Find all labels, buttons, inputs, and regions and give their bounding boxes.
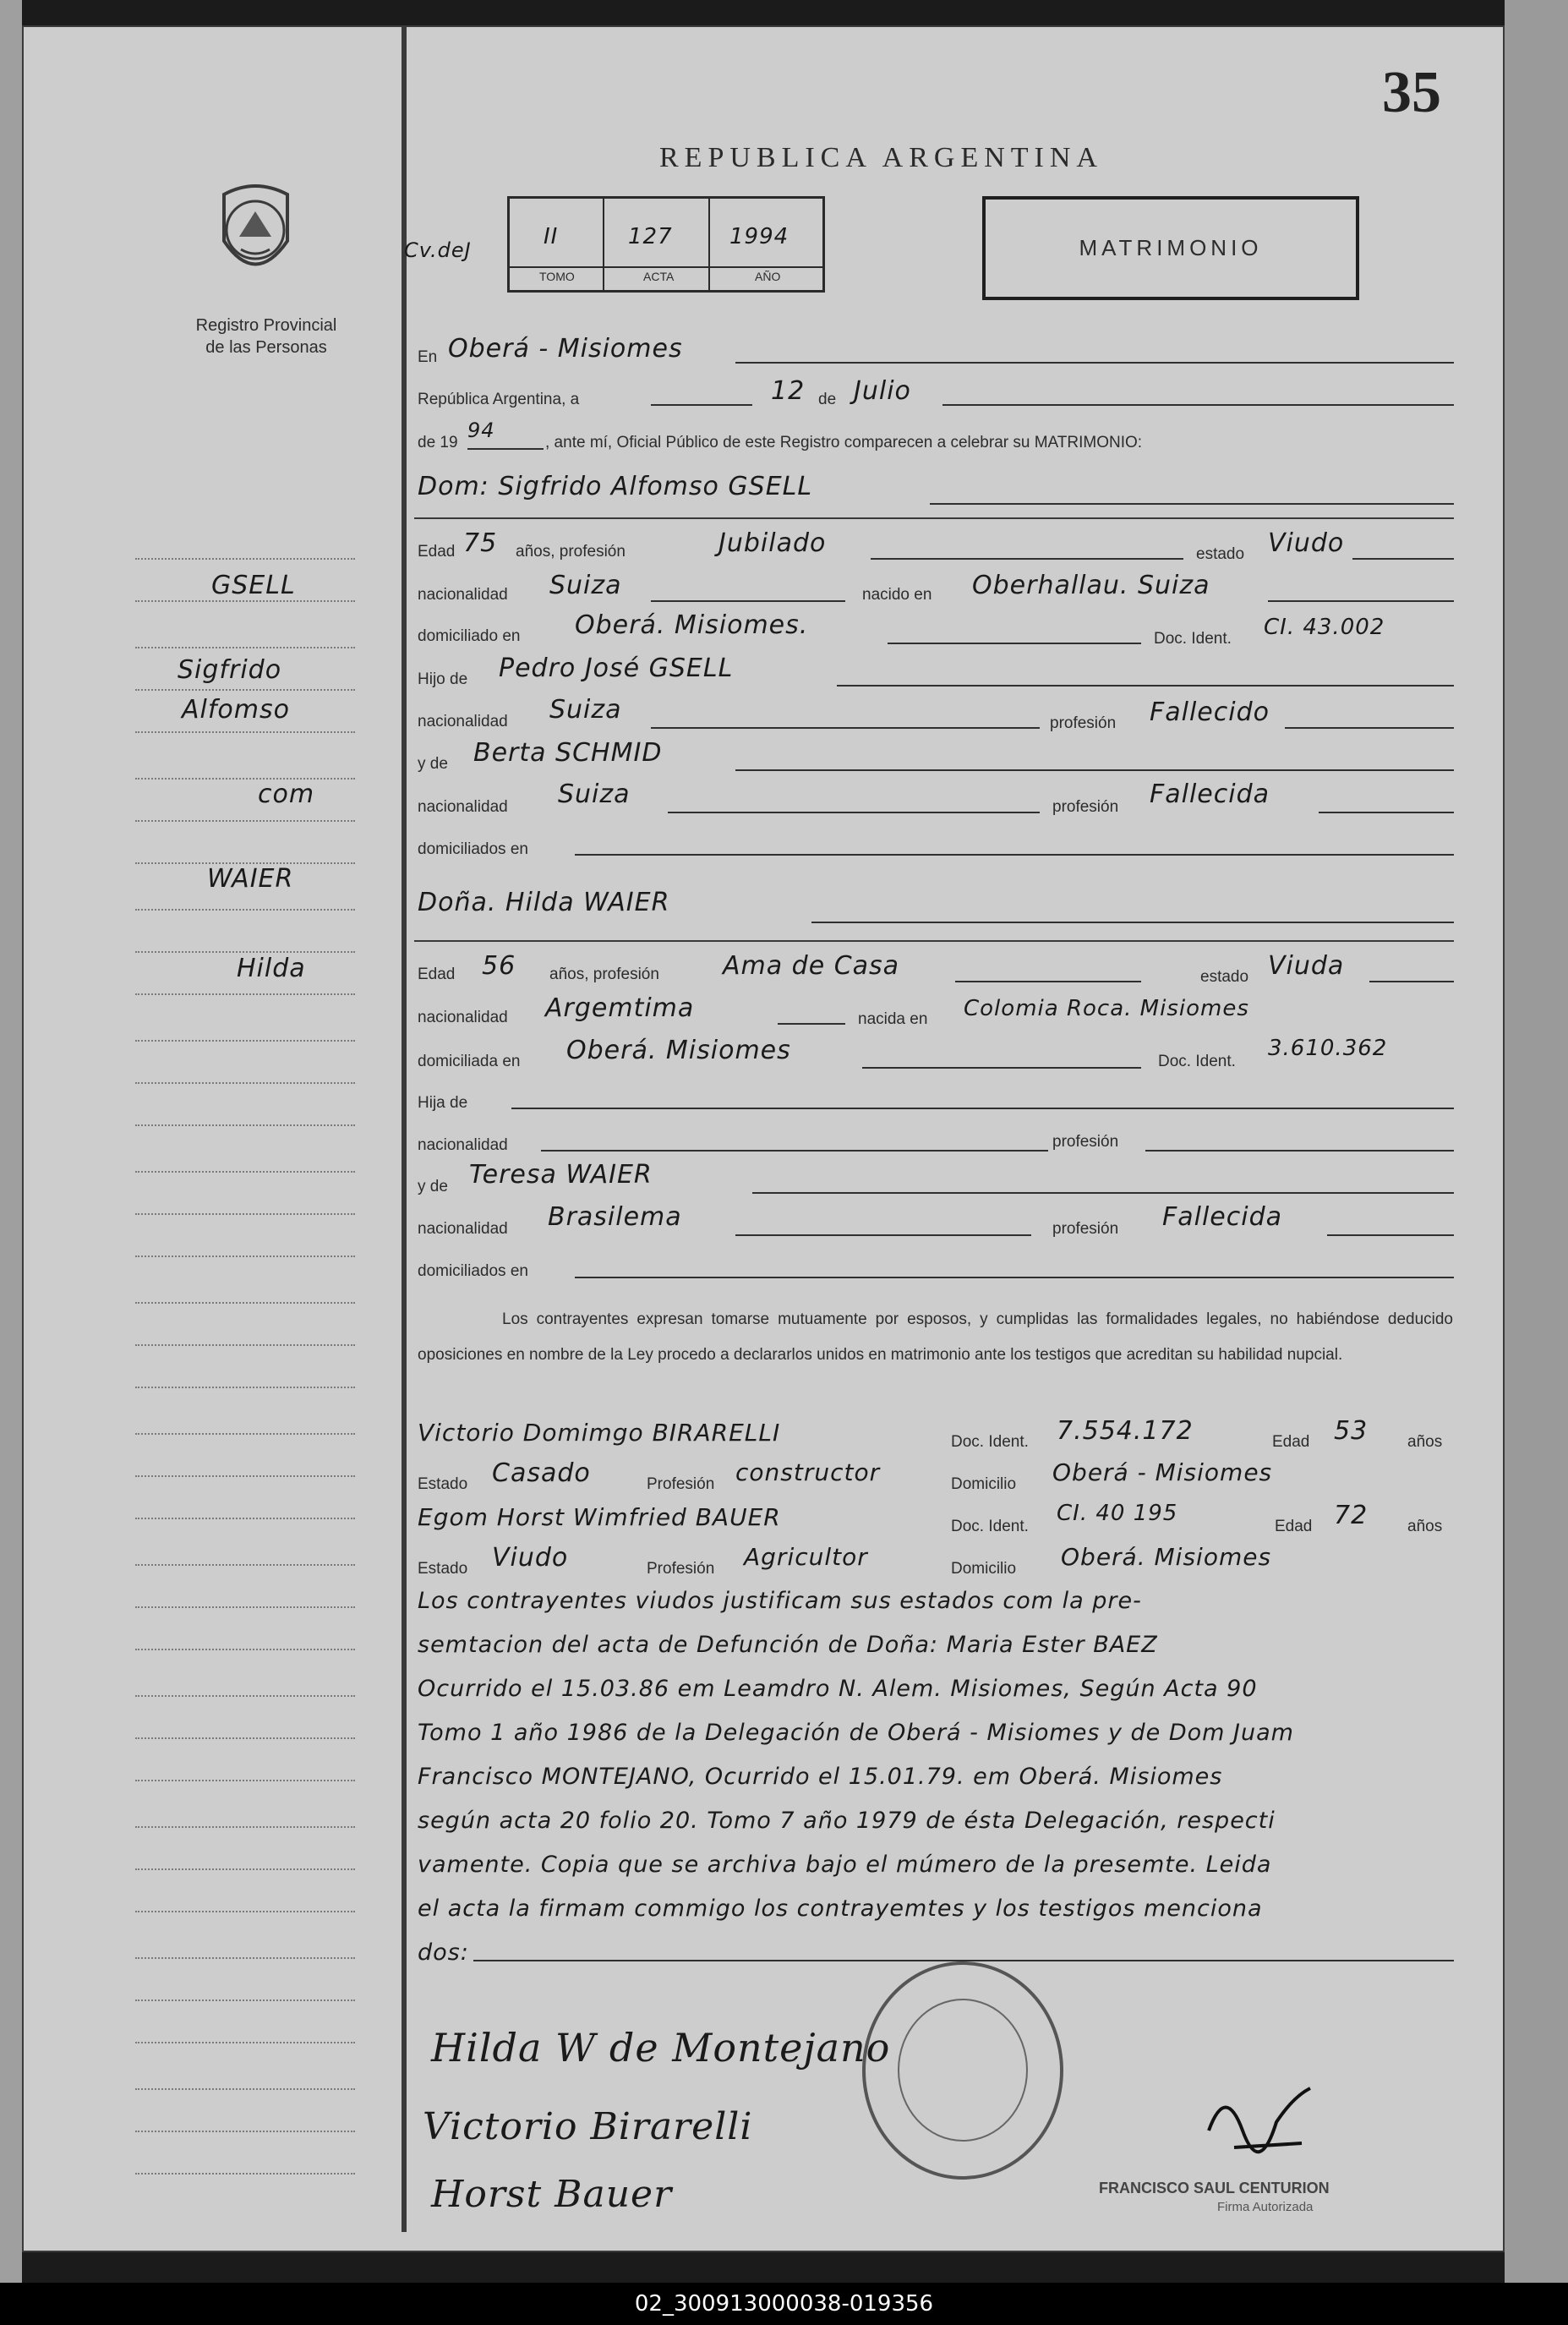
signature-witness1: Victorio Birarelli — [423, 2105, 753, 2148]
note-line-1: Los contrayentes viudos justificam sus estados com la pre- — [418, 1588, 1142, 1614]
label-prof-w1: Profesión — [647, 1475, 715, 1493]
groom-padre-nac: Suiza — [549, 695, 622, 725]
dia-value: 12 — [771, 376, 806, 406]
page-edge-right — [1505, 0, 1568, 2283]
label-de19: de 19 — [418, 434, 458, 451]
acta-number-value: 127 — [628, 224, 673, 249]
label-hijo-de: Hijo de — [418, 670, 468, 688]
label-anios-prof-bride: años, profesión — [549, 966, 659, 983]
label-nac-madre-groom: nacionalidad — [418, 798, 508, 816]
label-nac-madre-bride: nacionalidad — [418, 1220, 508, 1238]
label-estado-w2: Estado — [418, 1560, 468, 1578]
label-prof-padre: profesión — [1050, 714, 1117, 732]
label-en: En — [418, 348, 438, 366]
note-line-7: vamente. Copia que se archiva bajo el múmero de la presemte. Leida — [418, 1852, 1272, 1878]
provincial-emblem-icon — [207, 178, 304, 287]
acta-label: ACTA — [643, 270, 675, 283]
doc-type-box — [982, 196, 1359, 300]
witness1-estado: Casado — [492, 1458, 591, 1488]
note-line-6: según acta 20 folio 20. Tomo 7 año 1979 de ésta Delegación, respecti — [418, 1808, 1276, 1834]
witness1-name: Victorio Domimgo BIRARELLI — [418, 1419, 781, 1447]
label-nac-bride: nacionalidad — [418, 1009, 508, 1026]
label-prof-w2: Profesión — [647, 1560, 715, 1578]
mes-value: Julio — [854, 376, 911, 406]
witness1-profesion: constructor — [735, 1458, 881, 1486]
official-role: Firma Autorizada — [1217, 2200, 1314, 2214]
note-line-9: dos: — [418, 1939, 469, 1966]
label-dom-w1: Domicilio — [951, 1475, 1017, 1493]
witness2-domicilio: Oberá. Misiomes — [1061, 1543, 1272, 1571]
label-prof-padre-bride: profesión — [1052, 1133, 1119, 1151]
label-hija-de: Hija de — [418, 1094, 468, 1112]
groom-edad: 75 — [463, 528, 498, 558]
label-estado-groom: estado — [1196, 545, 1245, 563]
tomo-label: TOMO — [539, 270, 575, 283]
label-doc-w2: Doc. Ident. — [951, 1518, 1029, 1535]
label-domiciliados-groom: domiciliados en — [418, 840, 528, 858]
witness2-name: Egom Horst Wimfried BAUER — [418, 1503, 781, 1531]
acta-tomo-value: II — [544, 224, 559, 249]
label-prof-madre-groom: profesión — [1052, 798, 1119, 816]
groom-madre-prof: Fallecida — [1150, 780, 1270, 809]
label-domiciliado-groom: domiciliado en — [418, 627, 521, 645]
note-line-4: Tomo 1 año 1986 de la Delegación de Oberá - Misiomes y de Dom Juam — [418, 1720, 1294, 1746]
witness2-profesion: Agricultor — [744, 1543, 868, 1571]
label-anios-prof-groom: años, profesión — [516, 543, 626, 561]
label-nac-padre-bride: nacionalidad — [418, 1136, 508, 1154]
label-anios-w2: años — [1407, 1518, 1443, 1535]
official-signature-icon — [1200, 2080, 1319, 2181]
bride-domicilio: Oberá. Misiomes — [566, 1036, 791, 1065]
groom-madre: Berta SCHMID — [473, 738, 663, 768]
groom-madre-nac: Suiza — [558, 780, 631, 809]
bride-name: Doña. Hilda WAIER — [418, 888, 670, 917]
groom-padre: Pedro José GSELL — [499, 654, 734, 683]
margin-divider — [402, 25, 407, 2232]
scan-id-footer: 02_300913000038-019356 — [0, 2283, 1568, 2325]
bride-nacida: Colomia Roca. Misiomes — [964, 996, 1249, 1021]
republic-heading: REPUBLICA ARGENTINA — [659, 142, 1103, 173]
official-seal — [862, 1961, 1063, 2180]
witness1-domicilio: Oberá - Misiomes — [1052, 1458, 1273, 1486]
groom-domicilio: Oberá. Misiomes. — [575, 610, 809, 640]
note-line-5: Francisco MONTEJANO, Ocurrido el 15.01.79. em Oberá. Misiomes — [418, 1764, 1223, 1790]
groom-nacido: Oberhallau. Suiza — [972, 571, 1210, 600]
margin-name-groom-1: Sigfrido — [178, 655, 282, 685]
anio-value: 94 — [467, 418, 495, 442]
legal-paragraph: Los contrayentes expresan tomarse mutuamente por esposos, y cumplidas las formalidades legales, no habiéndose deducido oposiciones en nombre de la Ley procedo a declararlos unidos en matrimonio ante los testigos que acreditan su habilidad nupcial. — [418, 1310, 1453, 1364]
bride-madre-prof: Fallecida — [1162, 1202, 1283, 1232]
official-name: FRANCISCO SAUL CENTURION — [1099, 2180, 1330, 2196]
groom-doc: CI. 43.002 — [1264, 615, 1385, 640]
label-doc-w1: Doc. Ident. — [951, 1433, 1029, 1451]
margin-name-groom-2: Alfomso — [182, 695, 290, 725]
groom-profesion: Jubilado — [718, 528, 827, 558]
label-edad-groom: Edad — [418, 543, 456, 561]
lugar-value: Oberá - Misiomes — [448, 334, 683, 364]
label-estado-w1: Estado — [418, 1475, 468, 1493]
note-line-2: semtacion del acta de Defunción de Doña: Maria Ester BAEZ — [418, 1632, 1158, 1658]
label-dom-w2: Domicilio — [951, 1560, 1017, 1578]
acta-prefix: Cv.deJ — [404, 238, 472, 262]
groom-padre-prof: Fallecido — [1150, 698, 1270, 727]
bride-estado: Viuda — [1268, 951, 1345, 981]
witness2-estado: Viudo — [492, 1543, 569, 1573]
label-doc-bride: Doc. Ident. — [1158, 1053, 1236, 1070]
groom-name: Dom: Sigfrido Alfomso GSELL — [418, 472, 813, 501]
label-y-de-groom: y de — [418, 755, 448, 773]
signature-bride: Hilda W de Montejano — [431, 2025, 891, 2071]
label-nacida-en: nacida en — [858, 1010, 928, 1028]
label-doc-groom: Doc. Ident. — [1154, 630, 1232, 648]
signature-witness2: Horst Bauer — [431, 2173, 673, 2216]
groom-estado: Viudo — [1268, 528, 1345, 558]
margin-con: com — [258, 780, 315, 809]
registry-name: Registro Provincial de las Personas — [195, 316, 337, 357]
label-y-de-bride: y de — [418, 1178, 448, 1195]
label-nac-groom: nacionalidad — [418, 586, 508, 604]
label-prof-madre-bride: profesión — [1052, 1220, 1119, 1238]
label-republica: República Argentina, a — [418, 391, 580, 408]
bride-madre-nac: Brasilema — [548, 1202, 682, 1232]
acta-year-value: 1994 — [729, 224, 789, 249]
witness1-edad: 53 — [1334, 1416, 1369, 1446]
label-domiciliada-bride: domiciliada en — [418, 1053, 521, 1070]
bride-edad: 56 — [482, 951, 516, 981]
label-nacido-en: nacido en — [862, 586, 932, 604]
label-edad-w1: Edad — [1272, 1433, 1310, 1451]
doc-type: MATRIMONIO — [1079, 235, 1263, 260]
bride-doc: 3.610.362 — [1268, 1036, 1388, 1061]
label-ante: , ante mí, Oficial Público de este Registro comparecen a celebrar su MATRIMONIO: — [545, 434, 1143, 451]
label-domiciliados-bride: domiciliados en — [418, 1262, 528, 1280]
page-edge-left — [0, 0, 22, 2283]
groom-nacionalidad: Suiza — [549, 571, 622, 600]
margin-surname-bride: WAIER — [207, 864, 294, 894]
label-de: de — [818, 391, 837, 408]
label-anios-w1: años — [1407, 1433, 1443, 1451]
bride-nacionalidad: Argemtima — [545, 993, 695, 1023]
bride-profesion: Ama de Casa — [723, 951, 900, 981]
bride-madre: Teresa WAIER — [469, 1160, 653, 1190]
witness2-doc: CI. 40 195 — [1057, 1501, 1178, 1526]
note-line-3: Ocurrido el 15.03.86 em Leamdro N. Alem. Misiomes, Según Acta 90 — [418, 1676, 1258, 1702]
note-line-8: el acta la firmam commigo los contrayemtes y los testigos menciona — [418, 1896, 1263, 1922]
margin-name-bride: Hilda — [237, 954, 306, 983]
acta-box — [507, 196, 825, 293]
label-edad-w2: Edad — [1275, 1518, 1313, 1535]
page-number: 35 — [1382, 60, 1441, 125]
witness2-edad: 72 — [1334, 1501, 1369, 1530]
margin-surname-groom: GSELL — [211, 571, 296, 600]
anio-label: AÑO — [755, 270, 781, 283]
label-estado-bride: estado — [1200, 968, 1249, 986]
label-nac-padre: nacionalidad — [418, 713, 508, 730]
witness1-doc: 7.554.172 — [1057, 1416, 1194, 1446]
label-edad-bride: Edad — [418, 966, 456, 983]
